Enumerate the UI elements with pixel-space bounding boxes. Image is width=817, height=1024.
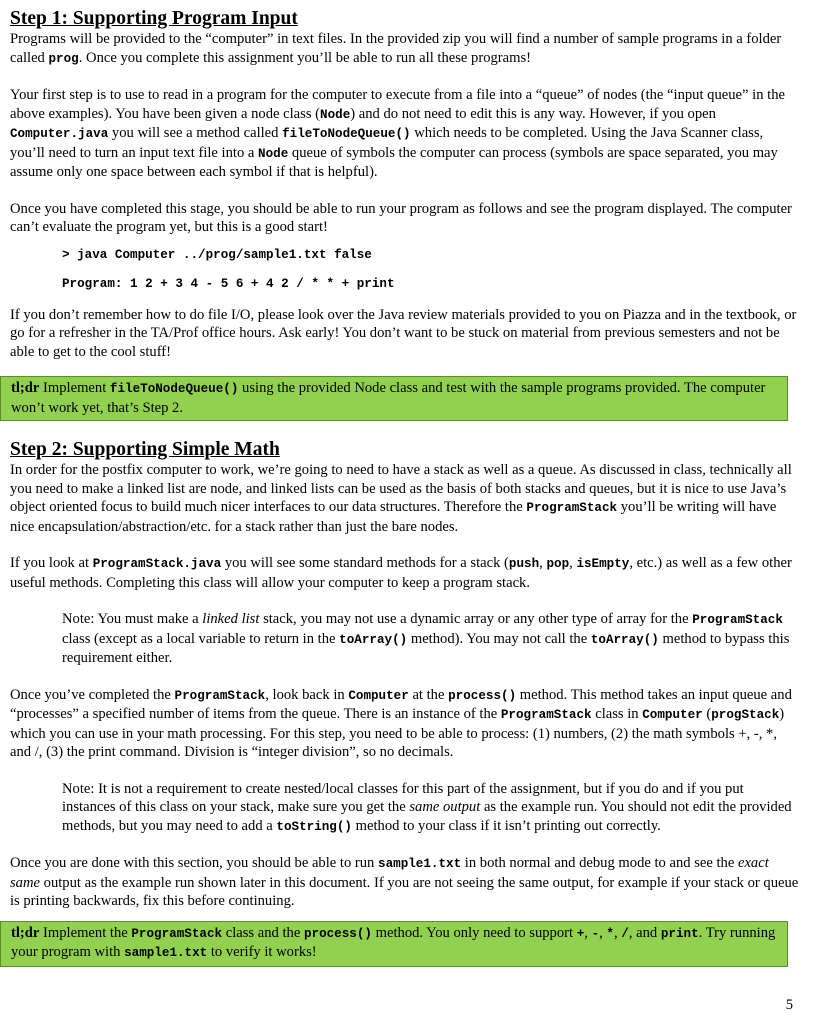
step1-heading: Step 1: Supporting Program Input (10, 8, 298, 29)
step2-paragraph-3: Once you’ve completed the ProgramStack, look back in Computer at the process() method. This method takes an input queue and “processes” a specified number of items from the queue. There is an instance of the ProgramStack class in Computer (progStack) which you can use in your math processing. For this step, you need to be able to process: (1) numbers, (2) the math symbols +, -, *, and /, (3) the print command. Division is “integer division”, so no decimals. (10, 686, 792, 760)
page-number: 5 (785, 997, 793, 1013)
step2-paragraph-2: If you look at ProgramStack.java you will see some standard methods for a stack (push, pop, isEmpty, etc.) as well as a few other useful methods. Completing this class will allow your computer to keep a program stack. (10, 555, 792, 591)
step1-paragraph-3: Once you have completed this stage, you should be able to run your program as follows and see the program displayed. The computer can’t evaluate the program yet, but this is a good start! (10, 200, 792, 235)
example-output: Program: 1 2 + 3 4 - 5 6 + 4 2 / * * + print (62, 277, 395, 291)
step2-tldr-box: tl;dr Implement the ProgramStack class and the process() method. You only need to support +, -, *, /, and print. Try running your program with sample1.txt to verify it works! (0, 921, 788, 967)
step2-paragraph-4: Once you are done with this section, you should be able to run sample1.txt in both normal and debug mode to and see the exact same output as the example run shown later in this document. If you are not seeing the same output, for example if your stack or queue is printing backwards, fix this before continuing. (10, 855, 799, 909)
document-page (10, 8, 800, 967)
step1-paragraph-2: Your first step is to use to read in a program for the computer to execute from a file into a “queue” of nodes (the “input queue” in the above examples). You have been given a node class (Node) and do not need to edit this is any way. However, if you open Computer.java you will see a method called fileToNodeQueue() which needs to be completed. Using the Java Scanner class, you’ll need to turn an input text file into a Node queue of symbols the computer can process (symbols are space separated, you may assume only one space between each symbol if that is helpful). (10, 87, 785, 180)
step1-paragraph-1: Programs will be provided to the “computer” in text files. In the provided zip you will find a number of sample programs in a folder called prog. Once you complete this assignment you’ll be able to run all these programs! (10, 31, 782, 66)
example-command: > java Computer ../prog/sample1.txt false (62, 247, 372, 262)
step2-note-2: Note: It is not a requirement to create nested/local classes for this part of the assignment, but if you do and if you put instances of this class on your stack, make sure you get the same output as the example run. You should not edit the provided methods, but you may need to add a toString() method to your class if it isn’t printing out correctly. (62, 780, 792, 834)
step2-heading: Step 2: Supporting Simple Math (10, 439, 280, 460)
step1-tldr-box: tl;dr Implement fileToNodeQueue() using the provided Node class and test with the sample programs provided. The computer won’t work yet, that’s Step 2. (0, 376, 788, 421)
step1-paragraph-4: If you don’t remember how to do file I/O, please look over the Java review materials provided to you on Piazza and in the textbook, or go for a refresher in the TA/Prof office hours. Ask early! You don’t want to be stuck on material from previous semesters and not be able to get to the cool stuff! (10, 306, 797, 360)
step2-note-1: Note: You must make a linked list stack, you may not use a dynamic array or any other type of array for the ProgramStack class (except as a local variable to return in the toArray() method). You may not call the toArray() method to bypass this requirement either. (62, 611, 790, 666)
step2-paragraph-1: In order for the postfix computer to work, we’re going to need to have a stack as well as a queue. As discussed in class, technically all you need to make a linked list are node, and linked lists can be used as the basis of both stacks and queues, but it is nice to use Java’s object oriented focus to build much nicer interfaces to our data structures. Therefore the ProgramStack you’ll be writing will have nice encapsulation/abstraction/etc. for a stack rather than just the bare nodes. (10, 462, 792, 535)
